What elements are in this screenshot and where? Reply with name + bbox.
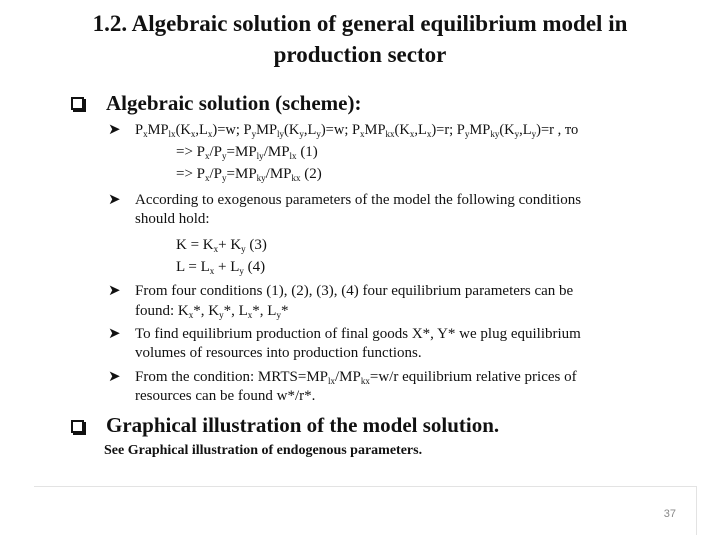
arrow-bullet-icon: ➤: [108, 122, 121, 138]
condition-1: => $P_x/P_y=MP_{ly}/MP_{lx}$ (1): [176, 144, 318, 161]
equation-3: $K = K_x+ K_y$ (3): [176, 237, 267, 254]
equation-4: $L = L_x + L_y$ (4): [176, 259, 266, 276]
title-line-1: 1.2. Algebraic solution of general equilibrium model in: [92, 11, 628, 36]
bullet-exogenous-line-1: According to exogenous parameters of the model the following conditions: [135, 192, 582, 208]
note-graphical-illustration: See Graphical illustration of endogenous parameters.: [104, 443, 423, 458]
bullet-exogenous-line-2: should hold:: [135, 211, 210, 227]
condition-2: => $P_x/P_y=MP_{ky}/MP_{kx}$ (2): [176, 166, 322, 183]
bullet-mrts-line-1: From the condition: $MRTS=MP_{lx}/MP_{kx}=w/r$ equilibrium relative prices of: [135, 369, 577, 386]
section-heading-graphical: Graphical illustration of the model solution.: [106, 413, 500, 437]
section-heading-algebraic: Algebraic solution (scheme):: [106, 91, 362, 115]
bullet-four-conditions-line-2: found: $K_x*$, $K_y*$, $L_x*$, $L_y*$: [135, 303, 289, 320]
arrow-bullet-icon: ➤: [108, 192, 121, 208]
page-frame: [34, 486, 697, 535]
arrow-bullet-icon: ➤: [108, 369, 121, 385]
arrow-bullet-icon: ➤: [108, 283, 121, 299]
bullet-mrts-line-2: resources can be found w*/r*.: [135, 388, 316, 404]
bullet-four-conditions-line-1: From four conditions (1), (2), (3), (4) four equilibrium parameters can be: [135, 283, 574, 299]
title-line-2: production sector: [273, 42, 447, 67]
page-number: 37: [663, 508, 676, 520]
bullet-final-goods-line-1: To find equilibrium production of final goods X*, Y* we plug equilibrium: [135, 326, 581, 342]
arrow-bullet-icon: ➤: [108, 326, 121, 342]
bullet-final-goods-line-2: volumes of resources into production functions.: [135, 345, 422, 361]
slide-title: [30, 8, 690, 70]
bullet-equilibrium-conditions: $P_xMP_{lx}(K_x,L_x)=w$; $P_yMP_{ly}(K_y,L_y)=w$; $P_xMP_{kx}(K_x,L_x)=r$; $P_yMP_{ky}(K_y,L_y)=r$ , то: [135, 122, 579, 139]
